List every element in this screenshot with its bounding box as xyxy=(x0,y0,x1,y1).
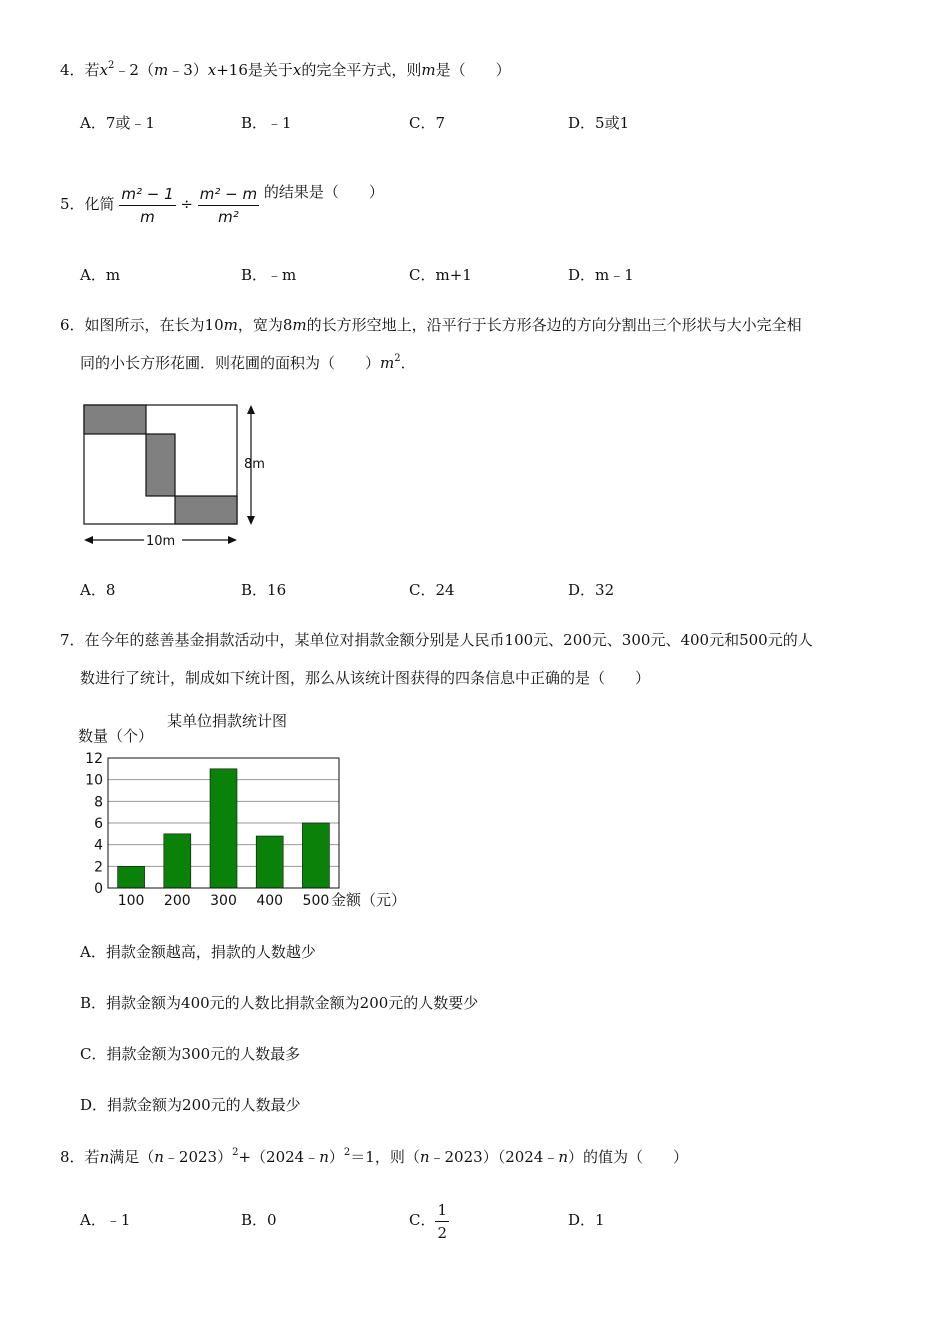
bar-200 xyxy=(164,834,191,888)
q6-option-c[interactable]: C．24 xyxy=(409,581,455,599)
arrow-down-icon xyxy=(247,516,255,525)
question-8-stem: 8．若n满足（n﹣2023）$^2$+（2024﹣n）$^2$＝1，则（n﹣2023）（2024﹣n）的值为（ ） xyxy=(60,1147,689,1166)
flower-bed-1 xyxy=(84,405,146,434)
arrow-up-icon xyxy=(247,405,255,414)
fraction-2: $\frac{\text{m² − m}}{\text{m²}}$ xyxy=(199,184,258,226)
arrow-left-icon xyxy=(84,536,93,544)
height-label: 8m xyxy=(244,457,265,472)
q4-option-c[interactable]: C．7 xyxy=(409,114,446,132)
flower-bed-2 xyxy=(146,434,175,496)
garden-figure xyxy=(76,398,276,550)
q4-option-a[interactable]: A．7或﹣1 xyxy=(80,114,155,132)
donation-bar-chart xyxy=(70,706,415,914)
q7-option-c[interactable]: C．捐款金额为300元的人数最多 xyxy=(80,1045,301,1063)
q4-option-b[interactable]: B．﹣1 xyxy=(241,114,292,132)
question-7-line-1: 7．在今年的慈善基金捐款活动中，某单位对捐款金额分别是人民币100元、200元、300元、400元和500元的人 xyxy=(60,631,813,649)
x-tick-label: 400 xyxy=(256,893,284,909)
q5-option-b[interactable]: B．﹣m xyxy=(241,266,297,284)
arrow-right-icon xyxy=(228,536,237,544)
q8-option-a[interactable]: A．﹣1 xyxy=(80,1211,131,1229)
bar-500 xyxy=(302,823,329,888)
x-tick-label: 200 xyxy=(163,893,191,909)
question-5-stem: 5．化简 $\frac{\text{m² − 1}}{m}$ ÷ $\frac{\text{m² − m}}{\text{m²}}$ 的结果是（ ） xyxy=(60,183,384,226)
q4-option-d[interactable]: D．5或1 xyxy=(568,114,630,132)
bar-400 xyxy=(256,836,283,888)
y-tick-label: 8 xyxy=(94,794,103,811)
x-tick-label: 300 xyxy=(210,893,237,909)
q5-option-a[interactable]: A．m xyxy=(80,266,121,284)
x-tick-label: 500 xyxy=(302,893,330,909)
chart-title: 某单位捐款统计图 xyxy=(167,712,288,730)
q6-option-d[interactable]: D．32 xyxy=(568,581,615,599)
x-tick-label: 100 xyxy=(117,893,145,909)
q6-option-a[interactable]: A．8 xyxy=(80,581,116,599)
y-tick-label: 4 xyxy=(94,837,103,854)
y-tick-label: 10 xyxy=(85,772,103,789)
q7-option-a[interactable]: A．捐款金额越高，捐款的人数越少 xyxy=(80,943,316,961)
y-tick-label: 0 xyxy=(94,881,103,897)
y-tick-label: 6 xyxy=(94,816,103,832)
q8-option-b[interactable]: B．0 xyxy=(241,1211,277,1229)
question-4-stem: 4．若$x^2﹣2(m﹣3)x+16$是关于x的完全平方式，则m是（ ） xyxy=(60,60,511,79)
bar-300 xyxy=(210,769,237,888)
flower-bed-3 xyxy=(175,496,237,524)
q8-option-c[interactable]: C． $\frac{1}{2}$ xyxy=(409,1200,448,1242)
width-label: 10m xyxy=(146,534,176,549)
fraction-1: $\frac{\text{m² − 1}}{m}$ xyxy=(121,184,174,226)
q7-option-d[interactable]: D．捐款金额为200元的人数最少 xyxy=(80,1096,301,1114)
q6-option-b[interactable]: B．16 xyxy=(241,581,287,599)
y-tick-label: 2 xyxy=(94,859,103,876)
question-6-line-1: 6．如图所示，在长为10m，宽为8m的长方形空地上，沿平行于长方形各边的方向分割出三个形状与大小完全相 xyxy=(60,316,802,334)
y-axis-label: 数量（个） xyxy=(78,727,154,745)
q7-option-b[interactable]: B．捐款金额为400元的人数比捐款金额为200元的人数要少 xyxy=(80,994,479,1012)
fraction-one-half: $\frac{1}{2}$ xyxy=(437,1200,448,1242)
question-7-line-2: 数进行了统计，制成如下统计图，那么从该统计图获得的四条信息中正确的是（ ） xyxy=(80,669,651,687)
bar-100 xyxy=(118,866,145,888)
q5-option-d[interactable]: D．m﹣1 xyxy=(568,266,634,284)
q5-option-c[interactable]: C．m+1 xyxy=(409,266,472,284)
x-axis-label: 金额（元） xyxy=(331,891,407,909)
y-tick-label: 12 xyxy=(85,751,103,767)
question-6-line-2: 同的小长方形花圃．则花圃的面积为（ ）$m^2$． xyxy=(80,353,416,372)
q8-option-d[interactable]: D．1 xyxy=(568,1211,605,1229)
